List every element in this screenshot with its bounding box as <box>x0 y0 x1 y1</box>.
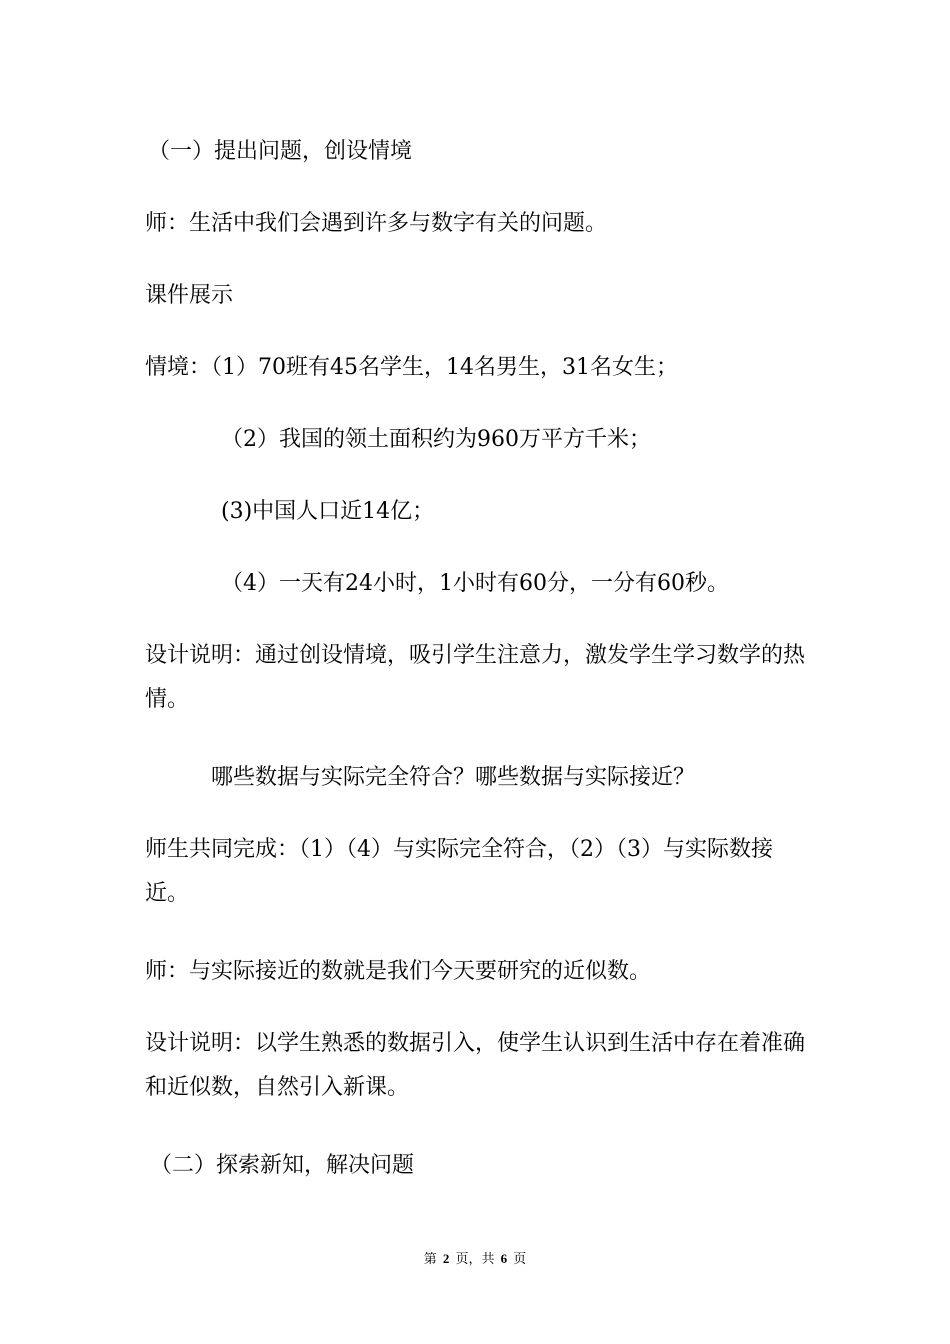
design-note-2: 设计说明：以学生熟悉的数据引入，使学生认识到生活中存在着准确和近似数，自然引入新课。 <box>145 1031 806 1100</box>
comparison-question: 哪些数据与实际完全符合？哪些数据与实际接近？ <box>211 765 696 790</box>
courseware-label: 课件展示 <box>145 283 234 308</box>
scenario-item-3: (3)中国人口近14亿； <box>221 499 435 524</box>
scenario-item-4: （4）一天有24小时，1小时有60分，一分有60秒。 <box>221 571 729 596</box>
footer-suffix: 页 <box>513 1252 527 1267</box>
page-footer <box>0 1251 950 1268</box>
scenario-item-2: （2）我国的领土面积约为960万平方千米； <box>221 427 651 452</box>
footer-total-pages: 6 <box>500 1251 508 1266</box>
design-note-1: 设计说明：通过创设情境，吸引学生注意力，激发学生学习数学的热情。 <box>145 643 806 712</box>
section-heading-2: （二）探索新知，解决问题 <box>150 1153 415 1178</box>
footer-middle: 页，共 <box>455 1252 495 1267</box>
footer-prefix: 第 <box>423 1252 437 1267</box>
teacher-intro-text: 师：生活中我们会遇到许多与数字有关的问题。 <box>145 211 608 236</box>
footer-current-page: 2 <box>442 1251 450 1266</box>
teacher-conclusion-text: 师：与实际接近的数就是我们今天要研究的近似数。 <box>145 959 652 984</box>
joint-answer-text: 师生共同完成：（1）（4）与实际完全符合，（2）（3）与实际数接近。 <box>145 837 773 906</box>
scenario-item-1: 情境：（1）70班有45名学生，14名男生，31名女生； <box>145 355 678 380</box>
section-heading-1: （一）提出问题，创设情境 <box>148 139 413 164</box>
